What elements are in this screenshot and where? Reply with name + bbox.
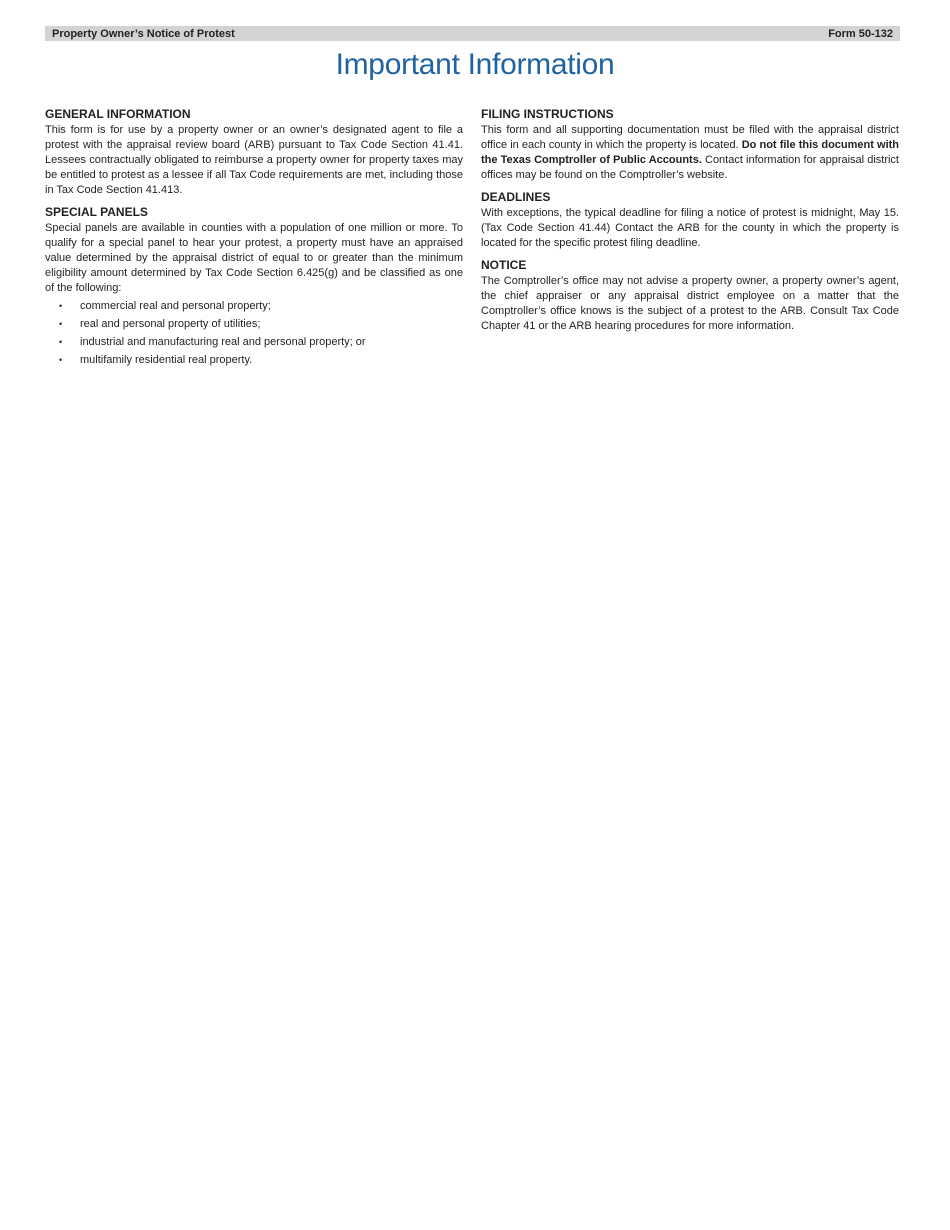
notice-section xyxy=(481,258,899,334)
section-heading: DEADLINES xyxy=(481,190,551,204)
special-panels-section xyxy=(45,205,463,368)
bullet-icon: • xyxy=(59,319,63,329)
page-title: Important Information xyxy=(335,48,615,81)
section-body: The Comptroller’s office may not advise a property owner, a property owner’s agent, the chief appraiser or any appraisal district employee on a matter that the Comptroller’s office knows is the subject of a protest to the ARB. Consult Tax Code Chapter 41 or the ARB hearing procedures for more information. xyxy=(481,275,899,332)
bullet-icon: • xyxy=(59,301,63,311)
property-type-list xyxy=(45,299,463,368)
section-heading: NOTICE xyxy=(481,258,527,272)
list-item: • commercial real and personal property; xyxy=(59,300,271,312)
left-column xyxy=(45,107,463,375)
bullet-icon: • xyxy=(59,355,63,365)
section-heading: SPECIAL PANELS xyxy=(45,205,148,219)
section-heading: GENERAL INFORMATION xyxy=(45,107,191,121)
list-item: • multifamily residential real property. xyxy=(59,354,253,366)
section-body: Special panels are available in counties with a population of one million or more. To qualify for a special panel to hear your protest, a property must have an appraised value determined by the appraisal district of equal to or greater than the minimum eligibility amount determined by Tax Code Section 6.425(g) and be classified as one of the following: xyxy=(45,222,463,294)
deadlines-section xyxy=(481,190,899,251)
section-body: With exceptions, the typical deadline for filing a notice of protest is midnight, May 15. (Tax Code Section 41.44) Contact the ARB for the county in which the property is located for the specific protest filing deadline. xyxy=(481,207,899,249)
form-header-bar xyxy=(45,26,900,41)
general-information-section xyxy=(45,107,463,198)
list-item: • industrial and manufacturing real and personal property; or xyxy=(59,336,366,348)
form-name: Property Owner’s Notice of Protest xyxy=(52,27,235,40)
form-number: Form 50-132 xyxy=(828,27,893,40)
section-heading: FILING INSTRUCTIONS xyxy=(481,107,614,121)
list-item: • real and personal property of utilities; xyxy=(59,318,261,330)
section-body: This form and all supporting documentation must be filed with the appraisal district office in each county in which the property is located. Do not file this document with the Texas Comptroller of Public Accounts. Contact information for appraisal district offices may be found on the Comptroller’s website. xyxy=(481,124,900,181)
section-body: This form is for use by a property owner or an owner’s designated agent to file a protest with the appraisal review board (ARB) pursuant to Tax Code Section 41.41. Lessees contractually obligated to reimburse a property owner for property taxes may be entitled to protest as a lessee if all Tax Code requirements are met, including those in Tax Code Section 41.413. xyxy=(45,124,463,196)
right-column xyxy=(481,107,899,341)
bullet-icon: • xyxy=(59,337,63,347)
filing-instructions-section xyxy=(481,107,899,183)
filing-warning: Do not file this document with the Texas Comptroller of Public Accounts. xyxy=(481,139,900,166)
